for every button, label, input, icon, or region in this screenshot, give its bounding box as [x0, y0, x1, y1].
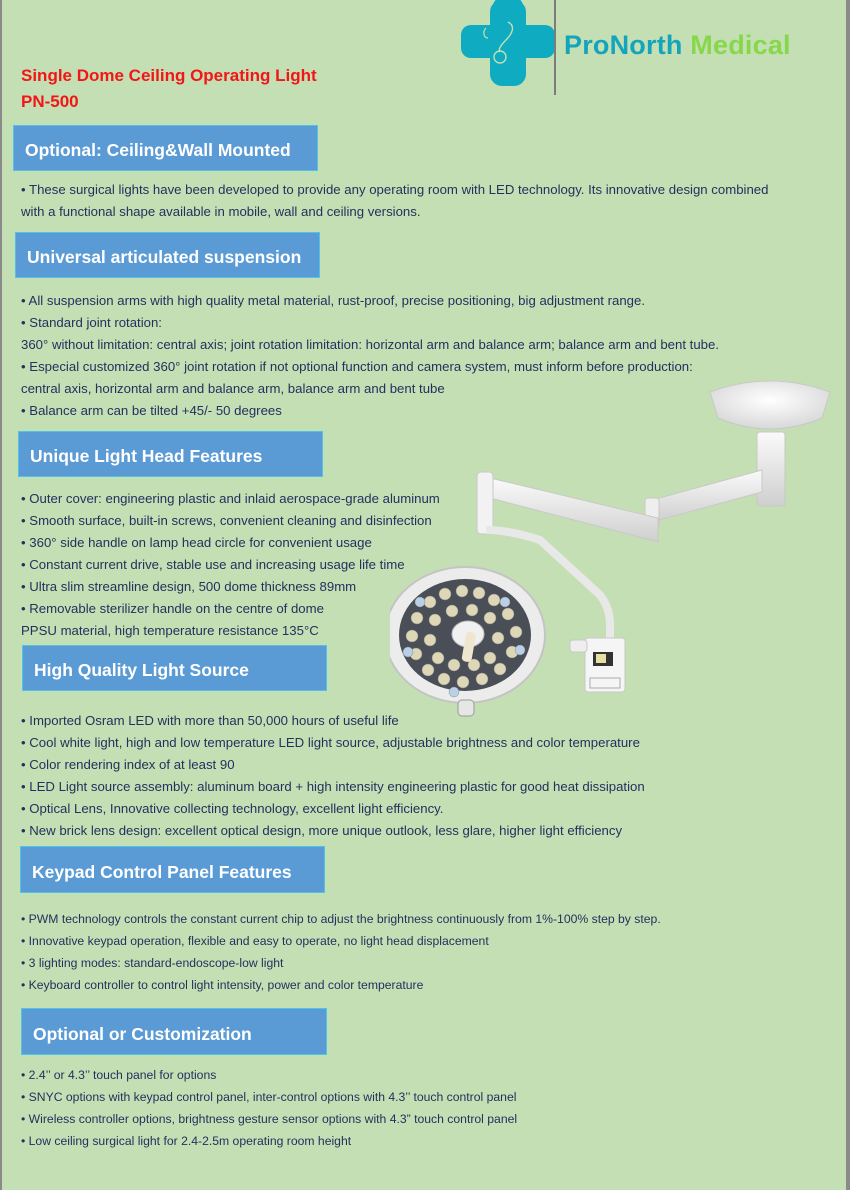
text-line: • Constant current drive, stable use and increasing usage life time: [21, 557, 405, 572]
brand-name: [564, 30, 791, 61]
section-body-light-source: [21, 710, 645, 842]
section-body-customization: [21, 1064, 517, 1152]
text-line: • Standard joint rotation:: [21, 315, 162, 330]
section-heading-customization: Optional or Customization: [21, 1008, 327, 1055]
section-body-mounting: [21, 179, 768, 223]
text-line: • LED Light source assembly: aluminum board + high intensity engineering plastic for good heat dissipation: [21, 779, 645, 794]
brand-name-part2: Medical: [690, 30, 791, 60]
text-line: • Cool white light, high and low temperature LED light source, adjustable brightness and color temperature: [21, 735, 640, 750]
text-line: PPSU material, high temperature resistance 135°C: [21, 623, 319, 638]
brand-name-part1: ProNorth: [564, 30, 683, 60]
model-number: PN-500: [21, 92, 79, 111]
text-line: • Optical Lens, Innovative collecting technology, excellent light efficiency.: [21, 801, 444, 816]
text-line: • Color rendering index of at least 90: [21, 757, 235, 772]
surgical-light-product-image: [390, 370, 850, 720]
text-line: • 3 lighting modes: standard-endoscope-low light: [21, 956, 284, 970]
section-body-light-head: [21, 488, 440, 642]
text-line: 360° without limitation: central axis; joint rotation limitation: horizontal arm and balance arm; balance arm and bent tube.: [21, 337, 719, 352]
text-line: • Especial customized 360° joint rotation if not optional function and camera system, must inform before production:: [21, 359, 693, 374]
logo-divider: [554, 0, 556, 95]
text-line: • SNYC options with keypad control panel, inter-control options with 4.3’’ touch control panel: [21, 1090, 517, 1104]
text-line: • These surgical lights have been developed to provide any operating room with LED technology. Its innovative design combined: [21, 182, 769, 197]
document-title: [21, 63, 317, 115]
text-line: • PWM technology controls the constant current chip to adjust the brightness continuously from 1%-100% step by step.: [21, 912, 661, 926]
text-line: • 360° side handle on lamp head circle for convenient usage: [21, 535, 372, 550]
text-line: • Removable sterilizer handle on the centre of dome: [21, 601, 324, 616]
text-line: • All suspension arms with high quality metal material, rust-proof, precise positioning, big adjustment range.: [21, 293, 646, 308]
text-line: • Keyboard controller to control light intensity, power and color temperature: [21, 978, 424, 992]
page-edge-left: [0, 0, 2, 1190]
section-heading-suspension: Universal articulated suspension: [15, 232, 320, 278]
text-line: • Smooth surface, built-in screws, convenient cleaning and disinfection: [21, 513, 432, 528]
section-heading-light-head: Unique Light Head Features: [18, 431, 323, 477]
section-heading-keypad: Keypad Control Panel Features: [20, 846, 325, 893]
text-line: with a functional shape available in mobile, wall and ceiling versions.: [21, 204, 421, 219]
section-heading-mounting: Optional: Ceiling&Wall Mounted: [13, 125, 318, 171]
section-heading-light-source: High Quality Light Source: [22, 645, 327, 691]
text-line: • Balance arm can be tilted +45/- 50 degrees: [21, 403, 282, 418]
text-line: • Innovative keypad operation, flexible and easy to operate, no light head displacement: [21, 934, 489, 948]
text-line: • Outer cover: engineering plastic and inlaid aerospace-grade aluminum: [21, 491, 440, 506]
text-line: • Low ceiling surgical light for 2.4-2.5m operating room height: [21, 1134, 352, 1148]
medical-cross-stethoscope-icon: [460, 0, 555, 86]
text-line: • New brick lens design: excellent optical design, more unique outlook, less glare, higher light efficiency: [21, 823, 623, 838]
text-line: central axis, horizontal arm and balance arm, balance arm and bent tube: [21, 381, 445, 396]
text-line: • Wireless controller options, brightness gesture sensor options with 4.3” touch control panel: [21, 1112, 518, 1126]
text-line: • Ultra slim streamline design, 500 dome thickness 89mm: [21, 579, 357, 594]
text-line: • Imported Osram LED with more than 50,000 hours of useful life: [21, 713, 399, 728]
product-name: Single Dome Ceiling Operating Light: [21, 66, 317, 85]
section-body-keypad: [21, 908, 661, 996]
text-line: • 2.4’’ or 4.3’’ touch panel for options: [21, 1068, 217, 1082]
brand-logo: [460, 0, 840, 96]
